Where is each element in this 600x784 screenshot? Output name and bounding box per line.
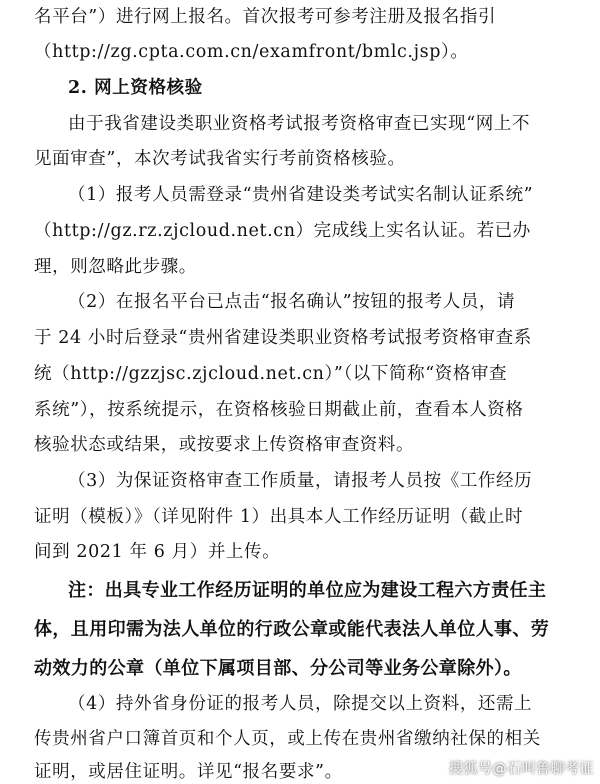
text-line: 系统”），按系统提示，在资格核验日期截止前，查看本人资格 [34,400,524,420]
text-line: （http://zg.cpta.com.cn/examfront/bmlc.jsp）。 [34,42,469,62]
text-line: 见面审查”，本次考试我省实行考前资格核验。 [34,149,406,169]
note-line: 注：出具专业工作经历证明的单位应为建设工程六方责任主 [68,580,547,601]
section-heading: 2. 网上资格核验 [68,78,203,98]
text-line: （4）持外省身份证的报考人员，除提交以上资料，还需上 [68,694,533,714]
text-line: 统（http://gzzjsc.zjcloud.net.cn）”（以下简称“资格审查 [34,364,508,384]
text-line: 证明，或居住证明。详见“报名要求”。 [34,762,343,782]
note-line: 动效力的公章（单位下属项目部、分公司等业务公章除外）。 [34,658,522,679]
text-line: 理，则忽略此步骤。 [34,257,197,277]
text-line: 传贵州省户口簿首页和个人页，或上传在贵州省缴纳社保的相关 [34,729,541,749]
watermark-text: 搜狐号@石叫鲁聊考证 [449,761,594,777]
text-line: 于 24 小时后登录“贵州省建设类职业资格考试报考资格审查系 [34,328,532,348]
text-line: 由于我省建设类职业资格考试报考资格审查已实现“网上不 [68,114,531,134]
note-line: 体，且用印需为法人单位的行政公章或能代表法人单位人事、劳 [34,619,550,640]
text-line: 证明（模板）》（详见附件 1）出具本人工作经历证明（截止时 [34,507,524,527]
text-line: （http://gz.rz.zjcloud.net.cn）完成线上实名认证。若已办 [34,221,531,241]
text-line: （2）在报名平台已点击“报名确认”按钮的报考人员，请 [68,292,516,312]
text-line: （1）报考人员需登录“贵州省建设类考试实名制认证系统” [68,185,534,205]
text-line: 间到 2021 年 6 月）并上传。 [34,542,281,562]
text-line: 核验状态或结果，或按要求上传资格审查资料。 [34,435,415,455]
text-line: 名平台”）进行网上报名。首次报考可参考注册及报名指引 [34,7,497,27]
text-line: （3）为保证资格审查工作质量，请报考人员按《工作经历 [68,471,533,491]
